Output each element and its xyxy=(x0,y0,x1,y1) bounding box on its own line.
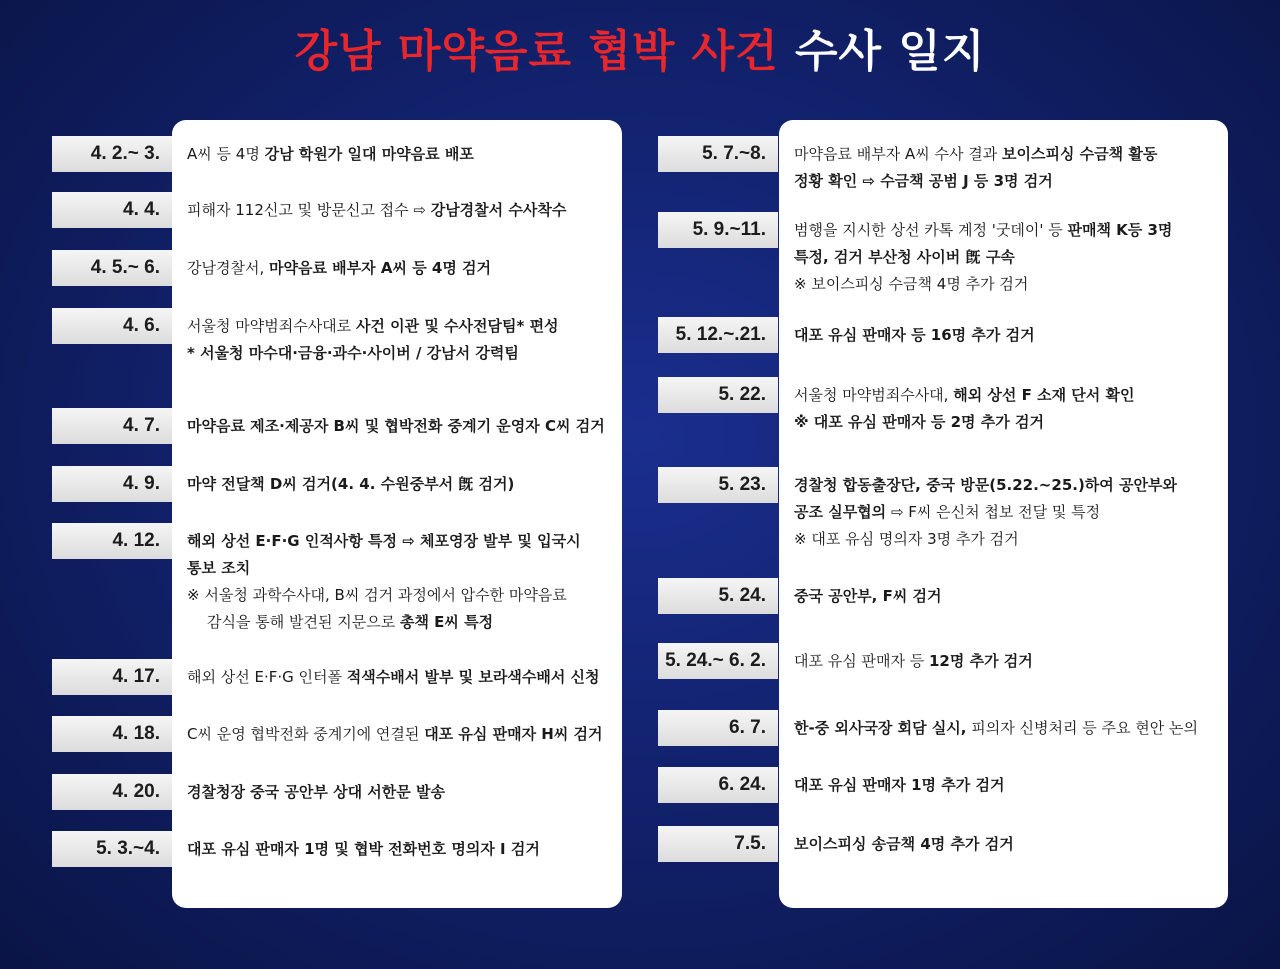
timeline-date: 4. 6. xyxy=(52,308,172,344)
timeline-entry xyxy=(794,648,1033,675)
entry-text-bold: 특정, 검거 부산청 사이버 旣 구속 xyxy=(794,248,1015,266)
entry-text: ※ 대포 유심 명의자 3명 추가 검거 xyxy=(794,530,1019,548)
entry-line xyxy=(187,582,581,609)
timeline-entry xyxy=(794,217,1172,298)
timeline-date: 6. 7. xyxy=(658,710,778,746)
entry-line xyxy=(187,255,491,282)
entry-line xyxy=(187,836,540,863)
title-white: 수사 일지 xyxy=(794,26,986,77)
timeline-entry xyxy=(187,313,559,367)
timeline-date: 5. 24.~ 6. 2. xyxy=(658,643,778,679)
entry-text: ※ 서울청 과학수사대, B씨 검거 과정에서 압수한 마약음료 xyxy=(187,586,567,604)
entry-text-bold: 마약음료 배부자 A씨 등 4명 검거 xyxy=(269,259,492,277)
entry-line xyxy=(794,472,1177,499)
timeline-entry xyxy=(794,472,1177,553)
entry-text: 서울청 마약범죄수사대로 xyxy=(187,317,356,335)
entry-line xyxy=(187,141,474,168)
entry-text: 피해자 112신고 및 방문신고 접수 ⇨ xyxy=(187,201,431,219)
entry-line xyxy=(794,322,1035,349)
entry-line xyxy=(794,168,1157,195)
page-title xyxy=(0,22,1280,82)
entry-line xyxy=(794,382,1134,409)
timeline-entry xyxy=(187,413,605,440)
entry-text: 대포 유심 판매자 등 xyxy=(794,652,929,670)
entry-line xyxy=(794,715,1198,742)
timeline-date: 5. 7.~8. xyxy=(658,136,778,172)
entry-line xyxy=(794,648,1033,675)
entry-line xyxy=(794,499,1177,526)
entry-line xyxy=(187,313,559,340)
timeline-date: 6. 24. xyxy=(658,767,778,803)
timeline-entry xyxy=(187,779,445,806)
entry-text-bold: 대포 유심 판매자 1명 및 협박 전화번호 명의자 I 검거 xyxy=(187,840,540,858)
entry-text: 해외 상선 E·F·G 인터폴 xyxy=(187,668,347,686)
entry-text: 범행을 지시한 상선 카톡 계정 '굿데이' 등 xyxy=(794,221,1068,239)
entry-line xyxy=(187,779,445,806)
entry-text-bold: 경찰청장 중국 공안부 상대 서한문 발송 xyxy=(187,783,445,801)
entry-text-bold: 강남경찰서 수사착수 xyxy=(430,201,567,219)
entry-text: 강남경찰서, xyxy=(187,259,269,277)
timeline-date: 4. 5.~ 6. xyxy=(52,250,172,286)
timeline-date: 5. 9.~11. xyxy=(658,212,778,248)
entry-text: C씨 운영 협박전화 중계기에 연결된 xyxy=(187,725,425,743)
timeline-date: 5. 3.~4. xyxy=(52,831,172,867)
entry-text: 서울청 마약범죄수사대, xyxy=(794,386,954,404)
entry-line xyxy=(187,664,600,691)
entry-text-bold: 적색수배서 발부 및 보라색수배서 신청 xyxy=(346,668,600,686)
timeline-date: 4. 18. xyxy=(52,716,172,752)
timeline-date: 4. 17. xyxy=(52,659,172,695)
entry-text-bold: 강남 학원가 일대 마약음료 배포 xyxy=(264,145,474,163)
entry-text-bold: 12명 추가 검거 xyxy=(929,652,1033,670)
entry-text-bold: * 서울청 마수대·금융·과수·사이버 / 강남서 강력팀 xyxy=(187,344,519,362)
timeline-entry xyxy=(794,382,1134,436)
entry-line xyxy=(187,609,581,636)
entry-text-bold: 보이스피싱 수금책 활동 xyxy=(1001,145,1158,163)
entry-line xyxy=(794,141,1157,168)
entry-text-bold: 대포 유심 판매자 1명 추가 검거 xyxy=(794,776,1005,794)
entry-line xyxy=(794,583,942,610)
timeline-date: 5. 23. xyxy=(658,467,778,503)
entry-text: 피의자 신병처리 등 주요 현안 논의 xyxy=(966,719,1198,737)
timeline-entry xyxy=(794,583,942,610)
entry-text-bold: 경찰청 합동출장단, 중국 방문(5.22.~25.)하여 공안부와 xyxy=(794,476,1177,494)
entry-line xyxy=(187,413,605,440)
timeline-entry xyxy=(794,322,1035,349)
entry-line xyxy=(187,340,559,367)
entry-text: A씨 등 4명 xyxy=(187,145,265,163)
entry-text-bold: 사건 이관 및 수사전담팀* 편성 xyxy=(355,317,559,335)
entry-line xyxy=(794,244,1172,271)
timeline-entry xyxy=(794,772,1004,799)
entry-text-bold: 통보 조치 xyxy=(187,559,251,577)
timeline-entry xyxy=(187,141,474,168)
entry-line xyxy=(187,721,603,748)
entry-text-bold: 보이스피싱 송금책 4명 추가 검거 xyxy=(794,835,1014,853)
entry-text-bold: 한-중 외사국장 회담 실시, xyxy=(794,719,967,737)
entry-line xyxy=(794,271,1172,298)
timeline-date: 4. 4. xyxy=(52,192,172,228)
entry-line xyxy=(794,831,1014,858)
entry-text: ※ 보이스피싱 수금책 4명 추가 검거 xyxy=(794,275,1029,293)
entry-text-bold: 대포 유심 판매자 H씨 검거 xyxy=(424,725,603,743)
entry-line xyxy=(187,555,581,582)
entry-line xyxy=(794,526,1177,553)
entry-text-bold: 정황 확인 ⇨ 수금책 공범 J 등 3명 검거 xyxy=(794,172,1053,190)
entry-text: 마약음료 배부자 A씨 수사 결과 xyxy=(794,145,1002,163)
entry-line xyxy=(187,471,514,498)
timeline-date: 4. 2.~ 3. xyxy=(52,136,172,172)
entry-text: ⇨ F씨 은신처 첩보 전달 및 특정 xyxy=(886,503,1101,521)
timeline-entry xyxy=(187,836,540,863)
timeline-entry xyxy=(187,721,603,748)
timeline-entry xyxy=(187,197,566,224)
entry-text-bold: 중국 공안부, F씨 검거 xyxy=(794,587,942,605)
entry-line xyxy=(187,197,566,224)
entry-text: 감식을 통해 발견된 지문으로 xyxy=(207,613,400,631)
timeline-date: 4. 7. xyxy=(52,408,172,444)
timeline-entry xyxy=(794,141,1157,195)
timeline-entry xyxy=(187,471,514,498)
entry-text-bold: 해외 상선 F 소재 단서 확인 xyxy=(953,386,1135,404)
entry-text-bold: 공조 실무협의 xyxy=(794,503,887,521)
title-red: 강남 마약음료 협박 사건 xyxy=(294,26,779,77)
timeline-entry xyxy=(187,255,491,282)
timeline-date: 5. 24. xyxy=(658,578,778,614)
timeline-date: 4. 12. xyxy=(52,523,172,559)
entry-text-bold: 마약 전달책 D씨 검거(4. 4. 수원중부서 旣 검거) xyxy=(187,475,515,493)
timeline-date: 7.5. xyxy=(658,826,778,862)
entry-line xyxy=(794,409,1134,436)
entry-line xyxy=(187,528,581,555)
entry-text-bold: 마약음료 제조·제공자 B씨 및 협박전화 중계기 운영자 C씨 검거 xyxy=(187,417,605,435)
entry-line xyxy=(794,217,1172,244)
entry-text-bold: 해외 상선 E·F·G 인적사항 특정 ⇨ 체포영장 발부 및 입국시 xyxy=(187,532,581,550)
timeline-date: 5. 22. xyxy=(658,377,778,413)
timeline-entry xyxy=(187,528,581,636)
entry-text-bold: 판매책 K등 3명 xyxy=(1067,221,1173,239)
timeline-date: 5. 12.~.21. xyxy=(658,317,778,353)
entry-line xyxy=(794,772,1004,799)
timeline-entry xyxy=(187,664,600,691)
entry-text-bold: 총책 E씨 특정 xyxy=(399,613,494,631)
timeline-date: 4. 20. xyxy=(52,774,172,810)
timeline-entry xyxy=(794,715,1198,742)
timeline-entry xyxy=(794,831,1014,858)
entry-text-bold: 대포 유심 판매자 등 16명 추가 검거 xyxy=(794,326,1035,344)
timeline-date: 4. 9. xyxy=(52,466,172,502)
entry-text-bold: ※ 대포 유심 판매자 등 2명 추가 검거 xyxy=(794,413,1044,431)
